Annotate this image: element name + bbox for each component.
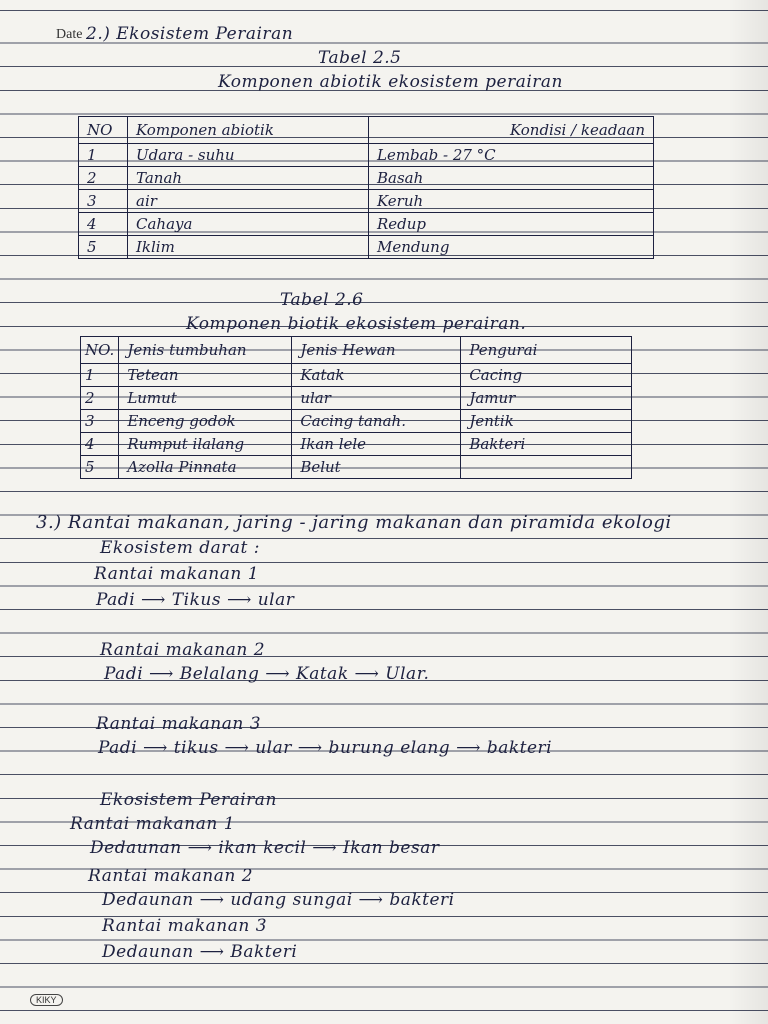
page-shadow — [728, 0, 768, 1024]
table-26-caption: Komponen biotik ekosistem perairan. — [186, 314, 527, 334]
table-cell: Udara - suhu — [128, 144, 369, 167]
table-header-row — [81, 337, 632, 364]
table-biotic — [80, 336, 632, 479]
chain-label: Rantai makanan 1 — [94, 564, 260, 584]
table-row — [79, 144, 654, 167]
chain-label: Rantai makanan 2 — [100, 640, 266, 660]
table-row — [81, 410, 632, 433]
table-cell: Jamur — [461, 387, 632, 410]
table-header-cell: Jenis Hewan — [292, 337, 461, 364]
section-3-title: 3.) Rantai makanan, jaring - jaring makanan dan piramida ekologi — [36, 512, 672, 533]
table-cell: Bakteri — [461, 433, 632, 456]
table-cell: 4 — [81, 433, 119, 456]
table-header-cell: Jenis tumbuhan — [119, 337, 292, 364]
table-cell: Tetean — [119, 364, 292, 387]
table-header-cell: NO — [79, 117, 128, 144]
table-cell: ular — [292, 387, 461, 410]
chain-text: Padi ⟶ Tikus ⟶ ular — [96, 590, 295, 610]
table-cell: Lumut — [119, 387, 292, 410]
table-cell: Iklim — [128, 236, 369, 259]
chain-text: Padi ⟶ tikus ⟶ ular ⟶ burung elang ⟶ bakteri — [98, 738, 553, 758]
table-cell: Tanah — [128, 167, 369, 190]
table-cell: 5 — [79, 236, 128, 259]
table-header-cell: Kondisi / keadaan — [369, 117, 654, 144]
table-cell: Cacing tanah. — [292, 410, 461, 433]
chain-label: Rantai makanan 2 — [88, 866, 254, 886]
heading-ekosistem-perairan: Ekosistem Perairan — [100, 790, 277, 810]
table-header-row — [79, 117, 654, 144]
table-cell: Jentik — [461, 410, 632, 433]
table-cell: Cacing — [461, 364, 632, 387]
table-row — [81, 433, 632, 456]
table-header-cell: Komponen abiotik — [128, 117, 369, 144]
table-cell: Ikan lele — [292, 433, 461, 456]
table-cell: Mendung — [369, 236, 654, 259]
chain-label: Rantai makanan 3 — [102, 916, 268, 936]
chain-text: Dedaunan ⟶ ikan kecil ⟶ Ikan besar — [90, 838, 440, 858]
table-25-caption: Komponen abiotik ekosistem perairan — [218, 72, 563, 92]
table-cell: 3 — [81, 410, 119, 433]
table-25-title: Tabel 2.5 — [318, 48, 402, 68]
table-cell: Belut — [292, 456, 461, 479]
table-header-cell: NO. — [81, 337, 119, 364]
section-title: 2.) Ekosistem Perairan — [86, 24, 294, 44]
table-row — [79, 167, 654, 190]
table-abiotic — [78, 116, 654, 259]
table-row — [81, 387, 632, 410]
table-cell: 4 — [79, 213, 128, 236]
table-row — [79, 213, 654, 236]
table-cell: Enceng godok — [119, 410, 292, 433]
table-cell: Basah — [369, 167, 654, 190]
table-row — [81, 364, 632, 387]
chain-label: Rantai makanan 1 — [70, 814, 236, 834]
table-cell — [461, 456, 632, 479]
table-cell: Lembab - 27 °C — [369, 144, 654, 167]
table-cell: 1 — [79, 144, 128, 167]
chain-text: Dedaunan ⟶ Bakteri — [102, 942, 298, 962]
notebook-brand-logo: KIKY — [30, 994, 63, 1006]
table-cell: Rumput ilalang — [119, 433, 292, 456]
table-header-cell: Pengurai — [461, 337, 632, 364]
table-cell: Keruh — [369, 190, 654, 213]
table-cell: 1 — [81, 364, 119, 387]
table-cell: 2 — [81, 387, 119, 410]
table-cell: 5 — [81, 456, 119, 479]
table-cell: Cahaya — [128, 213, 369, 236]
table-cell: Katak — [292, 364, 461, 387]
table-cell: 3 — [79, 190, 128, 213]
table-cell: air — [128, 190, 369, 213]
table-row — [81, 456, 632, 479]
table-cell: 2 — [79, 167, 128, 190]
chain-label: Rantai makanan 3 — [96, 714, 262, 734]
heading-ekosistem-darat: Ekosistem darat : — [100, 538, 260, 558]
table-cell: Redup — [369, 213, 654, 236]
table-row — [79, 236, 654, 259]
table-cell: Azolla Pinnata — [119, 456, 292, 479]
chain-text: Padi ⟶ Belalang ⟶ Katak ⟶ Ular. — [104, 664, 430, 684]
table-26-title: Tabel 2.6 — [280, 290, 364, 310]
chain-text: Dedaunan ⟶ udang sungai ⟶ bakteri — [102, 890, 455, 910]
table-row — [79, 190, 654, 213]
date-label: Date — [56, 27, 83, 42]
